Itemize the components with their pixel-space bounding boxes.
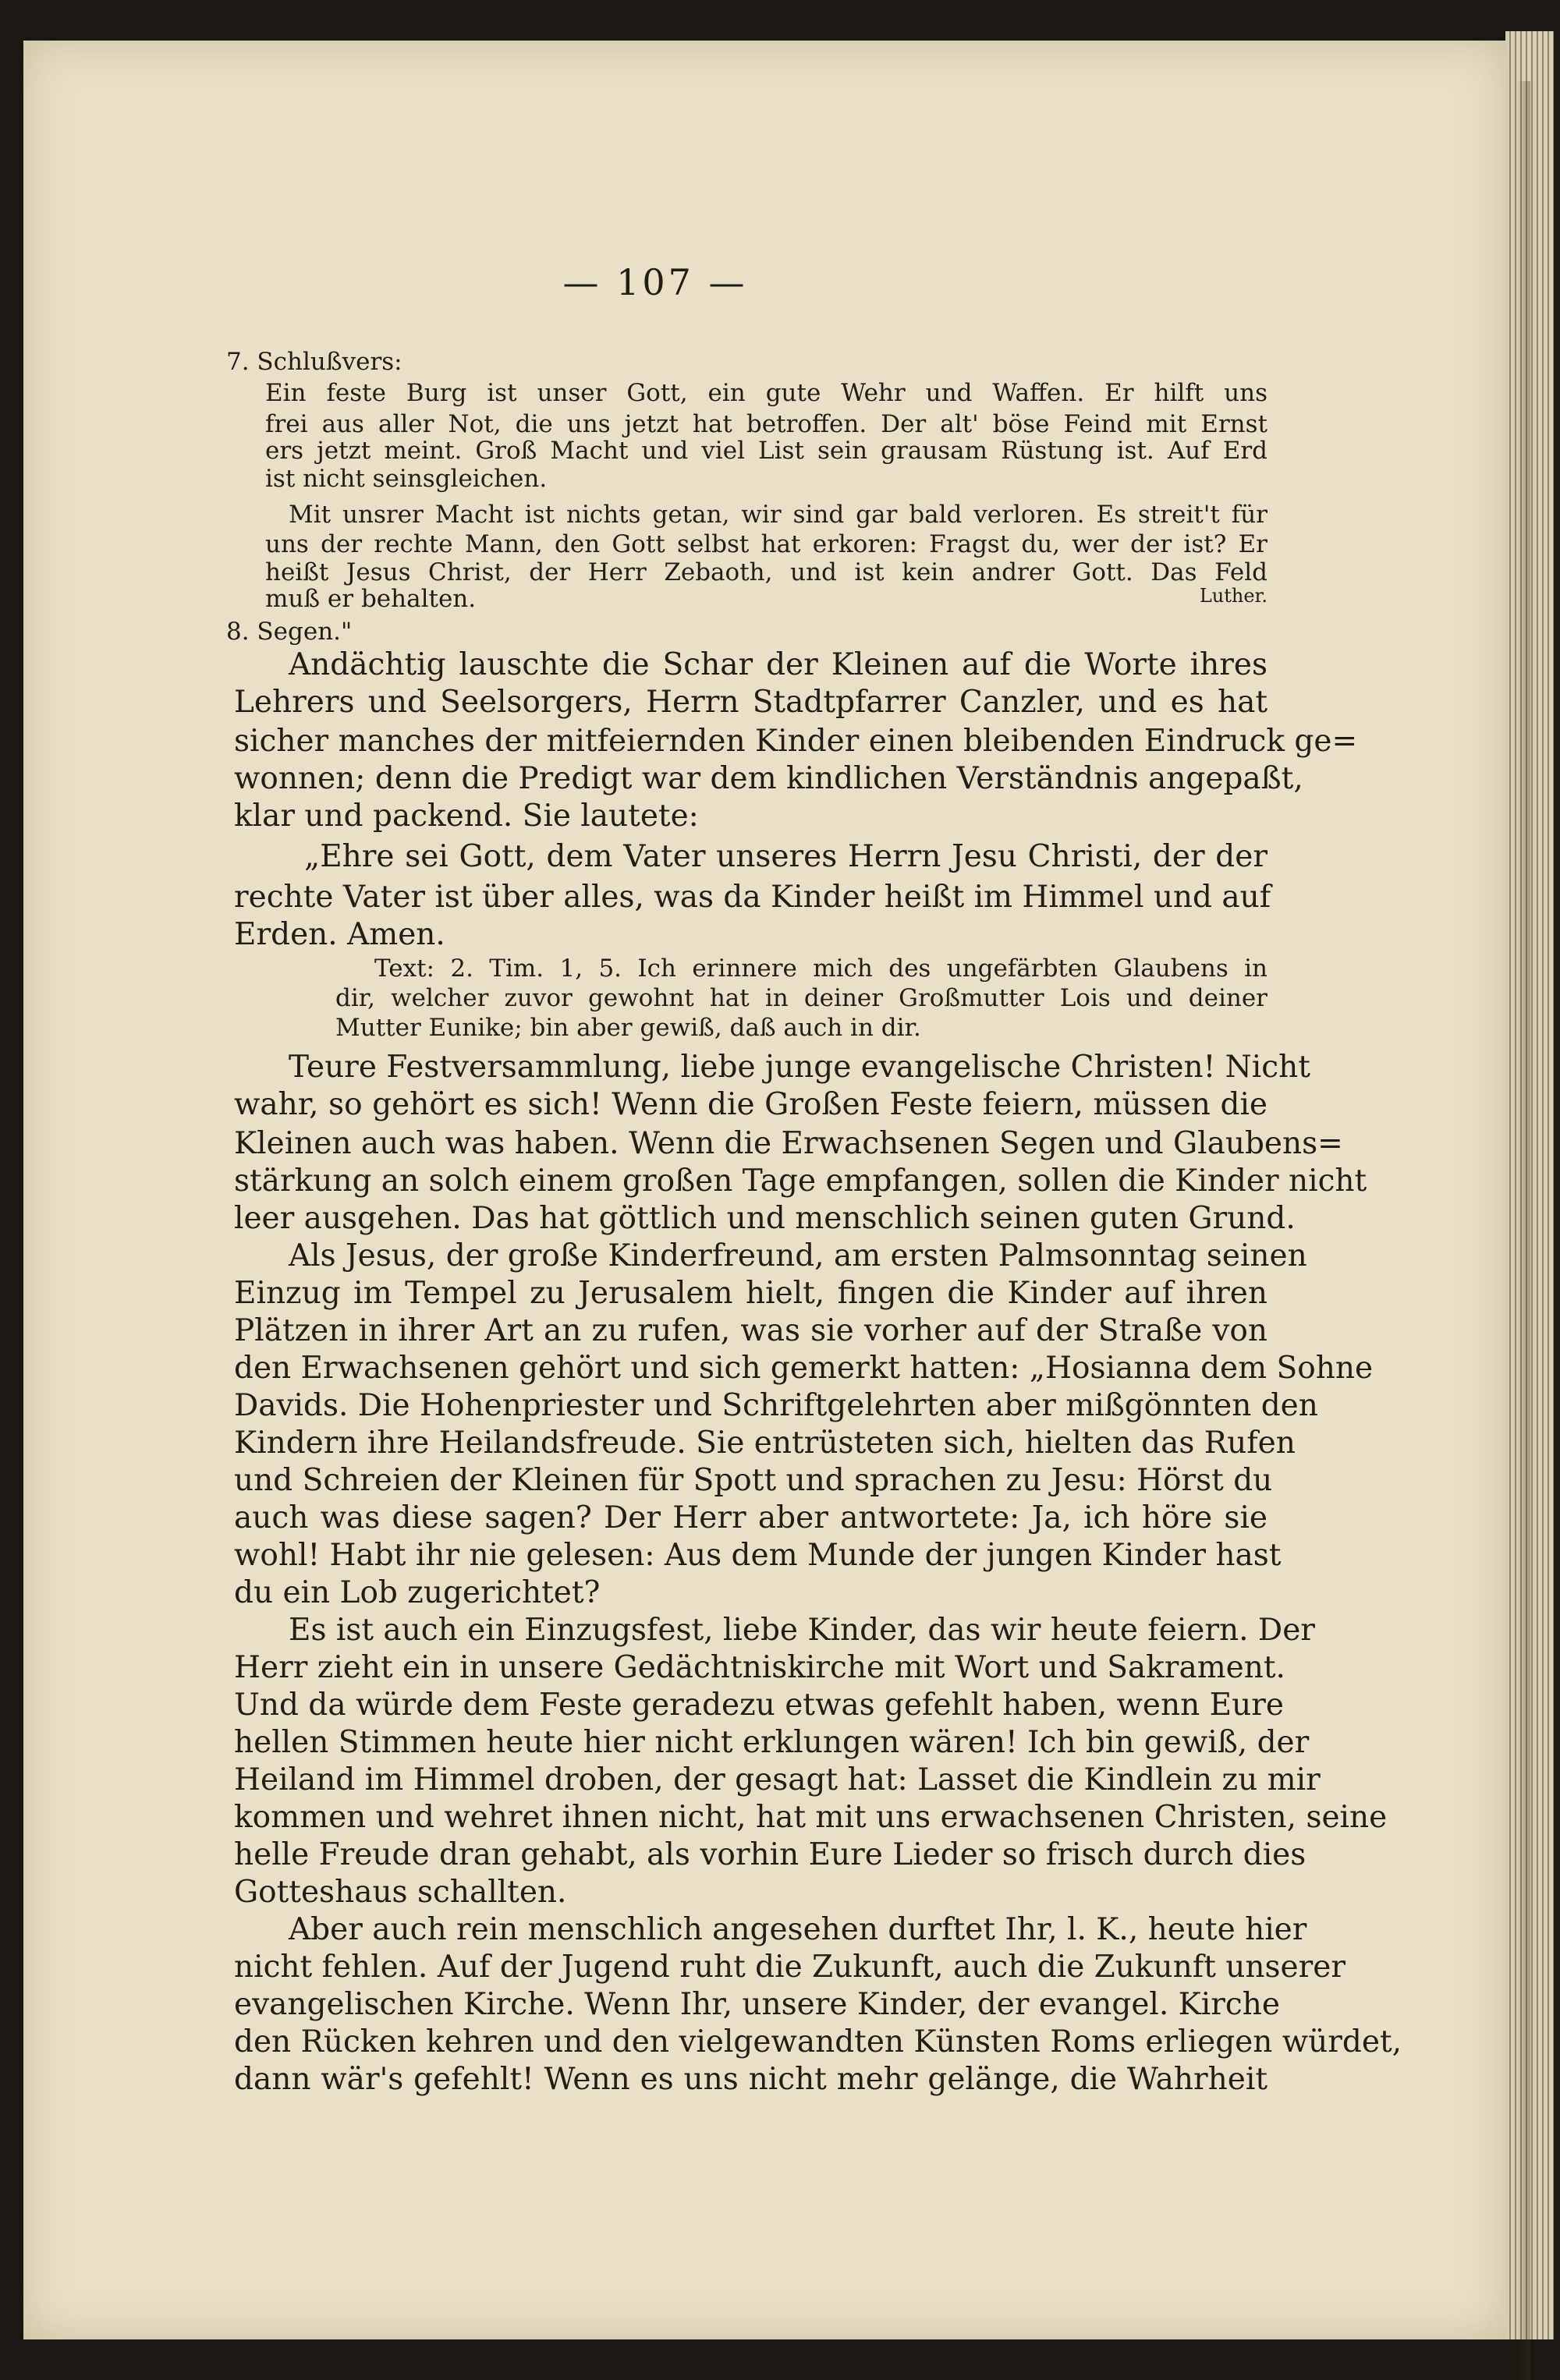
text-line: wahr, so gehört es sich! Wenn die Großen Feste feiern, müssen die — [234, 1087, 1268, 1122]
text-line: Als Jesus, der große Kinderfreund, am ersten Palmsonntag seinen — [289, 1238, 1307, 1273]
text-line: hellen Stimmen heute hier nicht erklungen wären! Ich bin gewiß, der — [234, 1725, 1310, 1760]
text-line: kommen und wehret ihnen nicht, hat mit uns erwachsenen Christen, seine — [234, 1800, 1388, 1835]
text-line: Plätzen in ihrer Art an zu rufen, was sie vorher auf der Straße von — [234, 1313, 1268, 1348]
text-line: Und da würde dem Feste geradezu etwas gefehlt haben, wenn Eure — [234, 1688, 1284, 1723]
text-line: helle Freude dran gehabt, als vorhin Eure Lieder so frisch durch dies — [234, 1837, 1306, 1872]
page-gutter-shadow — [1516, 81, 1530, 2380]
text-line: Mutter Eunike; bin aber gewiß, daß auch in dir. — [335, 1014, 921, 1042]
text-line: Text: 2. Tim. 1, 5. Ich erinnere mich des ungefärbten Glaubens in — [374, 954, 1268, 983]
text-line: Mit unsrer Macht ist nichts getan, wir sind gar bald verloren. Es streit't für — [289, 501, 1268, 529]
text-line: Gotteshaus schallten. — [234, 1875, 567, 1910]
book-page — [23, 41, 1505, 2339]
text-line: du ein Lob zugerichtet? — [234, 1575, 601, 1610]
text-line: Kindern ihre Heilandsfreude. Sie entrüsteten sich, hielten das Rufen — [234, 1426, 1296, 1461]
text-line: Einzug im Tempel zu Jerusalem hielt, fingen die Kinder auf ihren — [234, 1276, 1268, 1311]
text-line: Heiland im Himmel droben, der gesagt hat: Lasset die Kindlein zu mir — [234, 1762, 1321, 1797]
text-line: Kleinen auch was haben. Wenn die Erwachsenen Segen und Glaubens= — [234, 1126, 1343, 1161]
text-line: rechte Vater ist über alles, was da Kinder heißt im Himmel und auf — [234, 880, 1271, 915]
text-line: wohl! Habt ihr nie gelesen: Aus dem Munde der jungen Kinder hast — [234, 1538, 1282, 1573]
text-line: den Rücken kehren und den vielgewandten Künsten Roms erliegen würdet, — [234, 2024, 1402, 2059]
text-line: wonnen; denn die Predigt war dem kindlichen Verständnis angepaßt, — [234, 761, 1303, 796]
text-line: 7. Schlußvers: — [226, 348, 402, 376]
text-line: stärkung an solch einem großen Tage empfangen, sollen die Kinder nicht — [234, 1163, 1367, 1199]
text-line: Davids. Die Hohenpriester und Schriftgelehrten aber mißgönnten den — [234, 1388, 1318, 1423]
text-line: Ein feste Burg ist unser Gott, ein gute Wehr und Waffen. Er hilft uns — [265, 379, 1268, 407]
text-line: auch was diese sagen? Der Herr aber antwortete: Ja, ich höre sie — [234, 1500, 1268, 1535]
page-number: — 107 — — [562, 261, 748, 303]
text-line: leer ausgehen. Das hat göttlich und menschlich seinen guten Grund. — [234, 1201, 1296, 1236]
text-line: Herr zieht ein in unsere Gedächtniskirche mit Wort und Sakrament. — [234, 1650, 1285, 1685]
text-line: Luther. — [1199, 585, 1268, 607]
text-line: Aber auch rein menschlich angesehen durftet Ihr, l. K., heute hier — [289, 1912, 1307, 1947]
text-line: klar und packend. Sie lautete: — [234, 799, 699, 834]
text-line: uns der rechte Mann, den Gott selbst hat erkoren: Fragst du, wer der ist? Er — [265, 530, 1268, 558]
text-line: sicher manches der mitfeiernden Kinder einen bleibenden Eindruck ge= — [234, 724, 1358, 759]
text-line: evangelischen Kirche. Wenn Ihr, unsere Kinder, der evangel. Kirche — [234, 1987, 1280, 2022]
text-line: ist nicht seinsgleichen. — [265, 465, 548, 493]
text-line: dann wär's gefehlt! Wenn es uns nicht mehr gelänge, die Wahrheit — [234, 2062, 1268, 2097]
text-line: ers jetzt meint. Groß Macht und viel List sein grausam Rüstung ist. Auf Erd — [265, 437, 1268, 465]
text-line: Es ist auch ein Einzugsfest, liebe Kinder, das wir heute feiern. Der — [289, 1613, 1315, 1648]
text-line: 8. Segen." — [226, 618, 353, 646]
text-line: nicht fehlen. Auf der Jugend ruht die Zukunft, auch die Zukunft unserer — [234, 1950, 1346, 1985]
text-line: Erden. Amen. — [234, 917, 445, 952]
text-line: frei aus aller Not, die uns jetzt hat betroffen. Der alt' böse Feind mit Ernst — [265, 410, 1268, 438]
text-line: Andächtig lauschte die Schar der Kleinen auf die Worte ihres — [289, 647, 1268, 682]
text-line: den Erwachsenen gehört und sich gemerkt hatten: „Hosianna dem Sohne — [234, 1351, 1374, 1386]
text-line: heißt Jesus Christ, der Herr Zebaoth, und ist kein andrer Gott. Das Feld — [265, 558, 1268, 586]
text-line: muß er behalten. — [265, 585, 477, 613]
text-line: und Schreien der Kleinen für Spott und sprachen zu Jesu: Hörst du — [234, 1463, 1273, 1498]
text-line: dir, welcher zuvor gewohnt hat in deiner Großmutter Lois und deiner — [335, 984, 1268, 1012]
text-line: „Ehre sei Gott, dem Vater unseres Herrn Jesu Christi, der der — [304, 839, 1268, 874]
text-line: Lehrers und Seelsorgers, Herrn Stadtpfarrer Canzler, und es hat — [234, 685, 1268, 720]
text-line: Teure Festversammlung, liebe junge evangelische Christen! Nicht — [289, 1050, 1310, 1085]
